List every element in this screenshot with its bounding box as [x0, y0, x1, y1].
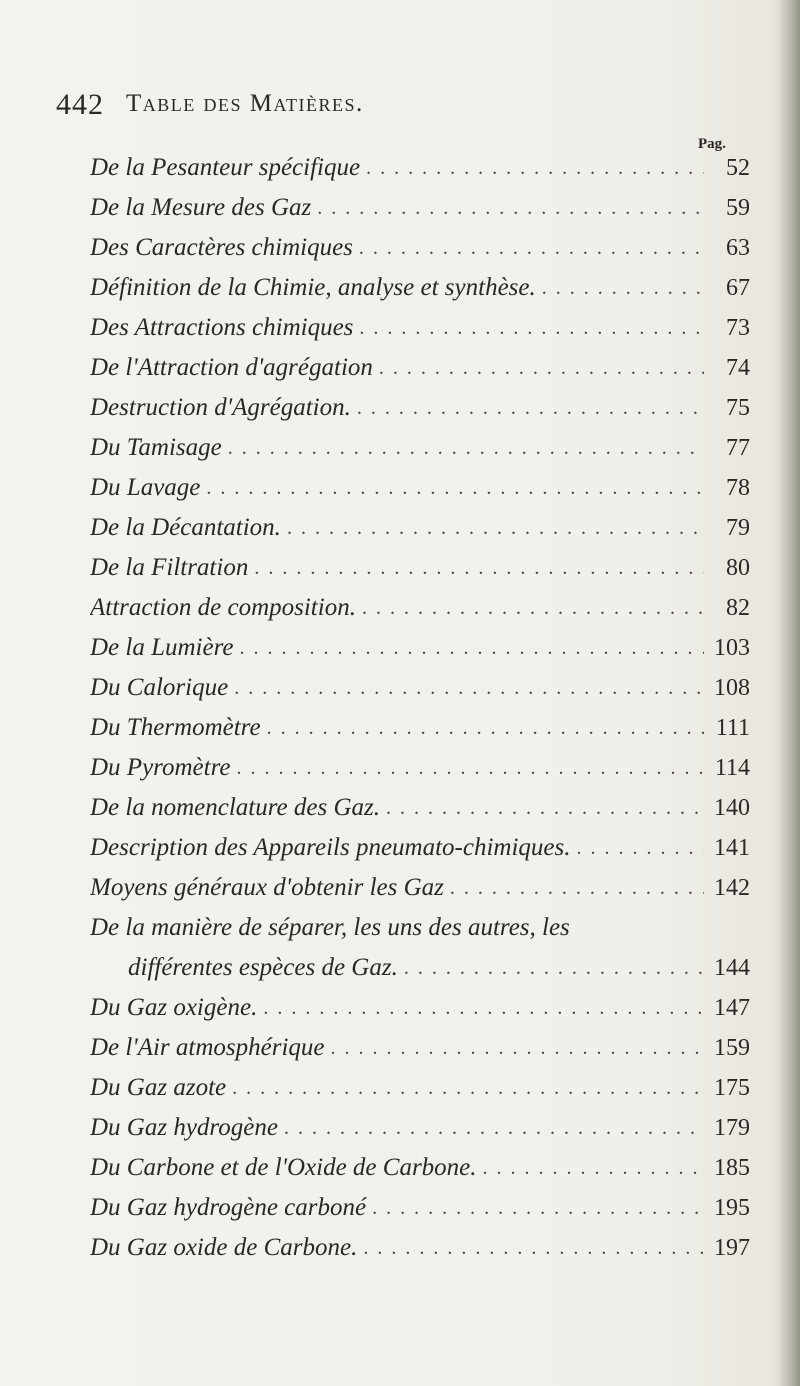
dot-leader — [234, 677, 704, 700]
toc-entry-title: De la Décantation. — [90, 514, 281, 541]
toc-entry-page: 75 — [726, 395, 750, 421]
toc-entry-page: 144 — [714, 955, 750, 981]
toc-entry-title: Du Tamisage — [90, 434, 222, 461]
toc-entry-title: Du Gaz azote — [90, 1074, 227, 1101]
toc-entry-page: 111 — [715, 715, 750, 741]
toc-entry-page: 108 — [714, 675, 750, 701]
toc-entry — [90, 748, 750, 788]
toc-entry — [90, 588, 750, 628]
toc-entry-page: 77 — [726, 435, 750, 461]
toc-entry — [90, 708, 750, 748]
toc-entry — [90, 868, 750, 908]
toc-entry-page: 141 — [714, 835, 750, 861]
toc-entry-page: 52 — [726, 155, 750, 181]
toc-entry — [90, 908, 750, 948]
dot-leader — [379, 357, 704, 380]
page-column-label: Pag. — [698, 136, 726, 152]
toc-entry — [90, 548, 750, 588]
page-number: 442 — [56, 88, 104, 121]
toc-entry-page: 175 — [714, 1075, 750, 1101]
toc-entry-title: Des Attractions chimiques — [90, 314, 354, 341]
toc-entry-title: De la Lumière — [90, 634, 234, 661]
toc-entry — [90, 668, 750, 708]
dot-leader — [254, 557, 704, 580]
toc-entry-title: Du Calorique — [90, 674, 229, 701]
toc-entry-title: Du Gaz hydrogène — [90, 1114, 278, 1141]
dot-leader — [267, 717, 704, 740]
toc-entry — [90, 628, 750, 668]
toc-entry-title: Description des Appareils pneumato-chimiques. — [90, 834, 571, 861]
toc-entry-title: De la nomenclature des Gaz. — [90, 794, 380, 821]
toc-entry-page: 114 — [714, 755, 750, 781]
toc-entry-page: 185 — [714, 1155, 750, 1181]
toc-entry — [90, 508, 750, 548]
table-of-contents — [90, 148, 750, 1268]
dot-leader — [386, 797, 704, 820]
toc-entry-page: 197 — [714, 1235, 750, 1261]
toc-entry-title: Définition de la Chimie, analyse et synthèse. — [90, 274, 536, 301]
toc-entry-title: De la Filtration — [90, 554, 249, 581]
toc-entry-title: De la manière de séparer, les uns des autres, les — [90, 914, 570, 941]
dot-leader — [240, 637, 705, 660]
toc-entry-title: Destruction d'Agrégation. — [90, 394, 351, 421]
toc-entry — [90, 1228, 750, 1268]
toc-entry — [90, 1028, 750, 1068]
dot-leader — [372, 1197, 704, 1220]
toc-entry — [90, 228, 750, 268]
toc-entry-title: Du Gaz oxide de Carbone. — [90, 1234, 358, 1261]
toc-entry-title: différentes espèces de Gaz. — [128, 954, 398, 981]
dot-leader — [404, 957, 704, 980]
toc-entry — [90, 348, 750, 388]
dot-leader — [363, 1237, 704, 1260]
toc-entry-title: Du Thermomètre — [90, 714, 261, 741]
toc-entry — [90, 1148, 750, 1188]
dot-leader — [450, 877, 704, 900]
toc-entry-page: 74 — [726, 355, 750, 381]
toc-entry — [90, 308, 750, 348]
page-spine-shadow — [778, 0, 800, 1386]
toc-entry-page: 63 — [726, 235, 750, 261]
toc-entry-title: De l'Air atmosphérique — [90, 1034, 325, 1061]
toc-entry-title: Moyens généraux d'obtenir les Gaz — [90, 874, 444, 901]
dot-leader — [331, 1037, 705, 1060]
dot-leader — [284, 1117, 704, 1140]
toc-entry-title: Du Gaz oxigène. — [90, 994, 258, 1021]
toc-entry-page: 73 — [726, 315, 750, 341]
toc-entry-page: 140 — [714, 795, 750, 821]
dot-leader — [483, 1157, 704, 1180]
toc-entry — [90, 1068, 750, 1108]
toc-entry-title: Du Pyromètre — [90, 754, 231, 781]
dot-leader — [359, 317, 704, 340]
toc-entry-page: 67 — [726, 275, 750, 301]
dot-leader — [359, 237, 704, 260]
toc-entry — [90, 1108, 750, 1148]
toc-entry-page: 179 — [714, 1115, 750, 1141]
toc-entry — [90, 988, 750, 1028]
toc-entry-title: Des Caractères chimiques — [90, 234, 353, 261]
toc-entry — [90, 468, 750, 508]
toc-entry — [90, 1188, 750, 1228]
page-header — [56, 88, 736, 128]
toc-entry-title: De l'Attraction d'agrégation — [90, 354, 373, 381]
toc-entry-title: De la Pesanteur spécifique — [90, 154, 361, 181]
toc-entry-title: Du Carbone et de l'Oxide de Carbone. — [90, 1154, 477, 1181]
dot-leader — [232, 1077, 704, 1100]
toc-entry — [90, 148, 750, 188]
dot-leader — [542, 277, 704, 300]
toc-entry-page: 103 — [714, 635, 750, 661]
dot-leader — [577, 837, 705, 860]
toc-entry-page: 159 — [714, 1035, 750, 1061]
toc-entry-title: Du Lavage — [90, 474, 201, 501]
toc-entry-page: 82 — [726, 595, 750, 621]
toc-entry — [90, 948, 750, 988]
dot-leader — [206, 477, 704, 500]
toc-entry-page: 78 — [726, 475, 750, 501]
toc-entry-title: De la Mesure des Gaz — [90, 194, 312, 221]
dot-leader — [228, 437, 704, 460]
toc-entry — [90, 428, 750, 468]
running-title: Table des Matières. — [126, 90, 364, 117]
toc-entry — [90, 788, 750, 828]
dot-leader — [236, 757, 704, 780]
dot-leader — [317, 197, 704, 220]
toc-entry — [90, 188, 750, 228]
toc-entry — [90, 388, 750, 428]
dot-leader — [366, 157, 704, 180]
toc-entry-title: Attraction de composition. — [90, 594, 356, 621]
toc-entry — [90, 828, 750, 868]
toc-entry-page: 147 — [714, 995, 750, 1021]
dot-leader — [362, 597, 704, 620]
toc-entry — [90, 268, 750, 308]
dot-leader — [263, 997, 704, 1020]
toc-entry-page: 195 — [714, 1195, 750, 1221]
toc-entry-page: 80 — [726, 555, 750, 581]
toc-entry-page: 59 — [726, 195, 750, 221]
dot-leader — [357, 397, 704, 420]
toc-entry-page — [704, 908, 750, 948]
dot-leader — [287, 517, 704, 540]
toc-entry-title: Du Gaz hydrogène carboné — [90, 1194, 367, 1221]
toc-entry-page: 79 — [726, 515, 750, 541]
toc-entry-page: 142 — [714, 875, 750, 901]
